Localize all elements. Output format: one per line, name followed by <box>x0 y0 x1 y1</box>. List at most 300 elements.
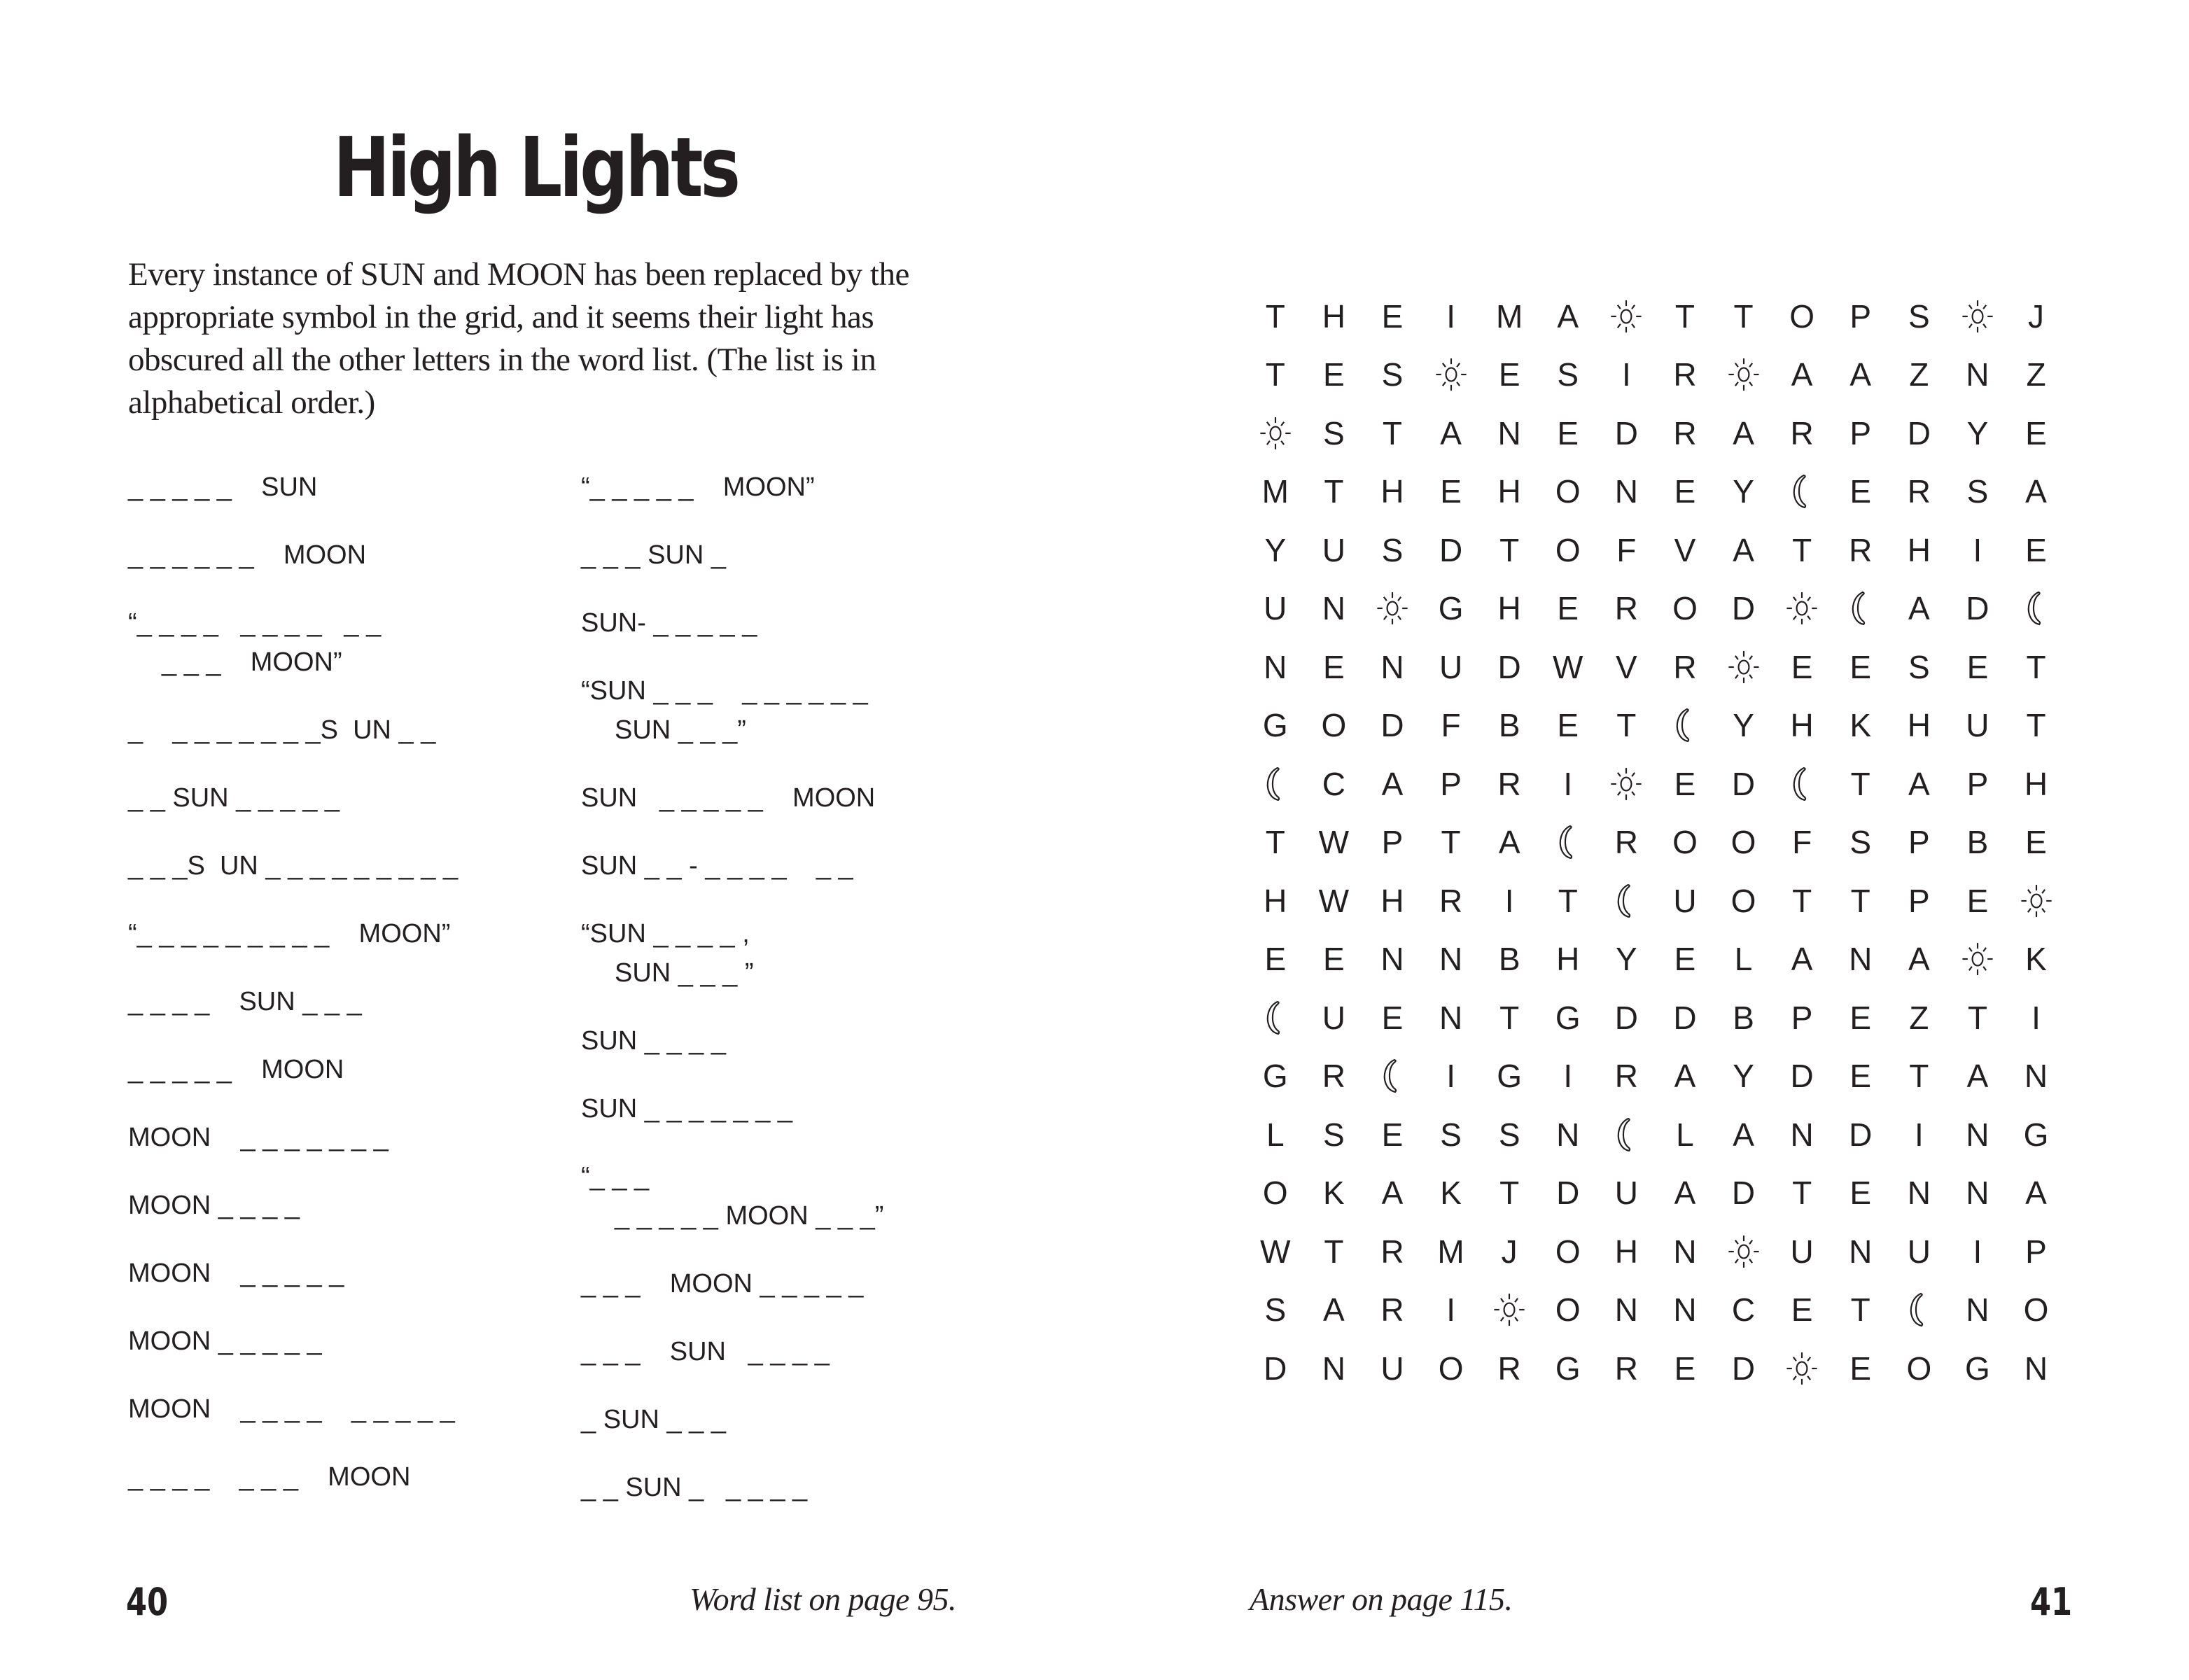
grid-letter: T <box>1265 824 1285 861</box>
grid-letter: D <box>1439 531 1463 568</box>
moon-icon <box>1363 1047 1422 1106</box>
entry-line: SUN _ _ _ _ _ MOON <box>581 783 876 813</box>
grid-letter: H <box>1614 1233 1638 1270</box>
grid-letter: Y <box>1966 414 1989 451</box>
grid-letter: S <box>1557 356 1579 393</box>
grid-letter: G <box>1262 1058 1288 1095</box>
grid-letter: U <box>1790 1233 1814 1270</box>
grid-letter: I <box>1563 765 1573 802</box>
left-page <box>0 0 1094 1680</box>
grid-letter: I <box>1914 1116 1924 1153</box>
entry-line: _ _ _ _ _ _ _ _S UN _ _ <box>128 715 436 745</box>
grid-letter: O <box>1672 824 1698 861</box>
grid-letter: E <box>1849 1058 1872 1095</box>
entry-line: SUN _ _ _ _ _ _ _ <box>581 1094 793 1124</box>
grid-letter: R <box>1497 1350 1521 1387</box>
grid-letter: U <box>1264 590 1287 627</box>
moon-icon <box>1246 988 1305 1047</box>
grid-letter: U <box>1380 1350 1404 1387</box>
grid-letter: A <box>1733 531 1754 568</box>
entry-line: _ _ _ _ _ MOON <box>128 1055 344 1084</box>
sun-icon <box>1714 1222 1773 1281</box>
grid-letter: R <box>1790 414 1814 451</box>
grid-letter: I <box>1504 882 1514 919</box>
grid-letter: V <box>1616 648 1637 685</box>
grid-letter: K <box>1849 707 1872 744</box>
grid-letter: H <box>1380 473 1404 510</box>
grid-letter: O <box>1789 298 1815 335</box>
grid-letter: N <box>1966 1175 1989 1212</box>
grid-letter: O <box>1262 1175 1288 1212</box>
grid-letter: J <box>1501 1233 1518 1270</box>
grid-letter: A <box>1733 414 1754 451</box>
grid-letter: H <box>1556 941 1580 978</box>
entry-line: SUN- _ _ _ _ _ <box>581 608 757 638</box>
grid-letter: T <box>1674 298 1695 335</box>
grid-letter: P <box>1849 414 1872 451</box>
grid-letter: D <box>1790 1058 1814 1095</box>
grid-letter: T <box>1967 999 1987 1036</box>
grid-letter: N <box>1849 1233 1873 1270</box>
grid-letter: H <box>1790 707 1814 744</box>
entry-line: MOON _ _ _ _ _ <box>128 1259 344 1288</box>
grid-letter: P <box>1908 824 1930 861</box>
word-list-entry <box>581 846 973 886</box>
entry-line: _ _ _ _ _ _ MOON <box>128 540 367 570</box>
grid-letter: U <box>1614 1175 1638 1212</box>
entry-line: _ _ _ MOON _ _ _ _ _ <box>581 1269 864 1298</box>
grid-letter: G <box>2023 1116 2049 1153</box>
grid-letter: H <box>1264 882 1287 919</box>
word-list-entry <box>128 1390 576 1429</box>
grid-letter: E <box>1323 648 1345 685</box>
word-list-entry <box>128 914 576 953</box>
sun-icon <box>1948 287 2007 346</box>
grid-letter: L <box>1734 941 1753 978</box>
grid-letter: E <box>1849 473 1872 510</box>
grid-letter: S <box>1323 1116 1345 1153</box>
word-list-right-column <box>581 468 973 1536</box>
grid-letter: D <box>1731 765 1756 802</box>
word-list-entry <box>128 468 576 507</box>
moon-icon <box>1890 1281 1949 1340</box>
word-list-entry <box>581 1157 973 1236</box>
grid-letter: A <box>2025 473 2047 510</box>
grid-letter: O <box>1730 824 1756 861</box>
grid-letter: B <box>1498 707 1520 744</box>
grid-letter: E <box>1674 941 1696 978</box>
moon-icon <box>1539 813 1597 872</box>
grid-letter: C <box>1731 1292 1756 1329</box>
grid-letter: N <box>1907 1175 1931 1212</box>
grid-letter: A <box>1733 1116 1754 1153</box>
grid-letter: T <box>1265 356 1285 393</box>
grid-letter: E <box>1323 941 1345 978</box>
entry-line: _ _ _ SUN _ _ _ _ <box>581 1337 830 1366</box>
word-list-entry <box>581 671 973 750</box>
grid-letter: D <box>1264 1350 1287 1387</box>
grid-letter: B <box>1966 824 1989 861</box>
grid-letter: E <box>1849 1350 1872 1387</box>
moon-icon <box>1246 755 1305 813</box>
entry-line-continued: SUN _ _ _ ” <box>615 958 754 988</box>
grid-letter: E <box>2025 824 2047 861</box>
grid-letter: Y <box>1616 941 1637 978</box>
grid-letter: O <box>1555 531 1581 568</box>
word-list-entry <box>128 710 576 750</box>
grid-letter: T <box>1499 531 1520 568</box>
entry-line: _ _ _ _ SUN _ _ _ <box>128 987 362 1016</box>
entry-line-continued: SUN _ _ _” <box>615 715 746 745</box>
entry-line-continued: _ _ _ _ _ MOON _ _ _” <box>615 1201 884 1231</box>
grid-letter: E <box>1674 473 1696 510</box>
grid-letter: A <box>1323 1292 1345 1329</box>
grid-letter: B <box>1733 999 1754 1036</box>
grid-letter: N <box>1614 1292 1638 1329</box>
entry-line: MOON _ _ _ _ <box>128 1191 300 1220</box>
grid-letter: A <box>1791 941 1813 978</box>
grid-letter: G <box>1965 1350 1990 1387</box>
grid-letter: R <box>1614 590 1638 627</box>
grid-letter: E <box>1557 590 1579 627</box>
grid-letter: N <box>1556 1116 1580 1153</box>
grid-letter: A <box>1908 590 1930 627</box>
grid-letter: T <box>1265 298 1285 335</box>
grid-letter: E <box>2025 531 2047 568</box>
entry-line: _ _ _S UN _ _ _ _ _ _ _ _ _ <box>128 851 459 881</box>
sun-icon <box>1772 1339 1831 1398</box>
grid-letter: U <box>1966 707 1989 744</box>
sun-icon <box>1597 287 1656 346</box>
grid-letter: N <box>1673 1292 1697 1329</box>
grid-letter: Z <box>2026 356 2046 393</box>
word-list-entry <box>128 1254 576 1293</box>
grid-letter: T <box>1792 882 1812 919</box>
page-number: 41 <box>2030 1580 2073 1624</box>
entry-line: “_ _ _ _ _ _ _ _ _ MOON” <box>128 919 451 948</box>
moon-icon <box>1597 872 1656 930</box>
grid-letter: G <box>1497 1058 1523 1095</box>
grid-letter: T <box>1733 298 1754 335</box>
grid-letter: A <box>1966 1058 1989 1095</box>
answer-reference: Answer on page 115. <box>1250 1581 1513 1617</box>
sun-icon <box>1597 755 1656 813</box>
page-title: High Lights <box>333 119 738 216</box>
grid-letter: E <box>1557 414 1579 451</box>
grid-letter: A <box>1849 356 1872 393</box>
grid-letter: S <box>1381 356 1404 393</box>
grid-letter: T <box>1382 414 1403 451</box>
grid-letter: J <box>2028 298 2045 335</box>
grid-letter: E <box>1791 1292 1813 1329</box>
word-list-entry <box>581 1400 973 1439</box>
grid-letter: T <box>1324 473 1344 510</box>
grid-letter: B <box>1498 941 1520 978</box>
grid-letter: S <box>1966 473 1989 510</box>
moon-icon <box>1831 580 1890 638</box>
word-list-reference: Word list on page 95. <box>690 1581 956 1617</box>
entry-line: MOON _ _ _ _ _ _ _ <box>128 1123 389 1152</box>
page-number: 40 <box>126 1580 169 1624</box>
moon-icon <box>2007 580 2066 638</box>
word-list-entry <box>128 1457 576 1497</box>
grid-letter: R <box>1849 531 1873 568</box>
grid-letter: E <box>1557 707 1579 744</box>
grid-letter: N <box>1264 648 1287 685</box>
grid-letter: T <box>1792 531 1812 568</box>
grid-letter: V <box>1674 531 1696 568</box>
grid-letter: N <box>1439 999 1463 1036</box>
grid-letter: D <box>1966 590 1989 627</box>
entry-line: MOON _ _ _ _ _ <box>128 1326 322 1356</box>
grid-letter: U <box>1322 531 1345 568</box>
entry-line: “SUN _ _ _ _ , <box>581 919 750 948</box>
grid-letter: A <box>1440 414 1462 451</box>
grid-letter: E <box>1264 941 1287 978</box>
grid-letter: M <box>1496 298 1523 335</box>
word-list-entry <box>128 778 576 818</box>
entry-line-continued: _ _ _ MOON” <box>162 648 342 677</box>
word-list-entry <box>128 603 576 682</box>
sun-icon <box>1714 638 1773 696</box>
grid-letter: P <box>1849 298 1872 335</box>
entry-line: “_ _ _ _ _ _ _ _ _ _ <box>128 608 382 638</box>
moon-icon <box>1597 1105 1656 1164</box>
grid-letter: G <box>1555 999 1581 1036</box>
sun-icon <box>1363 580 1422 638</box>
word-list-entry <box>581 1264 973 1303</box>
grid-letter: E <box>1849 648 1872 685</box>
grid-letter: P <box>1791 999 1813 1036</box>
grid-letter: E <box>1381 999 1404 1036</box>
entry-line: MOON _ _ _ _ _ _ _ _ _ <box>128 1394 455 1424</box>
grid-letter: T <box>1850 1292 1870 1329</box>
sun-icon <box>1422 346 1481 405</box>
grid-letter: M <box>1261 473 1289 510</box>
moon-icon <box>1772 463 1831 522</box>
grid-letter: E <box>1381 298 1404 335</box>
grid-letter: P <box>1966 765 1989 802</box>
grid-letter: I <box>1973 531 1982 568</box>
grid-letter: R <box>1439 882 1463 919</box>
grid-letter: R <box>1907 473 1931 510</box>
word-list-entry <box>581 1332 973 1371</box>
grid-letter: R <box>1673 356 1697 393</box>
grid-letter: N <box>1322 1350 1345 1387</box>
word-list-entry <box>581 603 973 643</box>
entry-line: “_ _ _ <box>581 1162 650 1191</box>
grid-letter: H <box>1907 707 1931 744</box>
grid-letter: A <box>1908 765 1930 802</box>
grid-letter: A <box>1381 765 1404 802</box>
grid-letter: P <box>1440 765 1462 802</box>
grid-letter: W <box>1553 648 1583 685</box>
grid-letter: D <box>1380 707 1404 744</box>
grid-letter: S <box>1849 824 1872 861</box>
grid-letter: K <box>2025 941 2047 978</box>
grid-letter: E <box>1498 356 1520 393</box>
entry-line: “SUN _ _ _ _ _ _ _ _ _ <box>581 676 868 706</box>
grid-letter: E <box>1674 765 1696 802</box>
grid-letter: T <box>1850 882 1870 919</box>
grid-letter: T <box>1850 765 1870 802</box>
grid-letter: D <box>1849 1116 1873 1153</box>
grid-letter: S <box>1908 298 1930 335</box>
grid-letter: E <box>1966 882 1989 919</box>
entry-line: SUN _ _ - _ _ _ _ _ _ <box>581 851 853 881</box>
grid-letter: I <box>1446 298 1455 335</box>
grid-letter: D <box>1907 414 1931 451</box>
grid-letter: N <box>1966 1292 1989 1329</box>
grid-letter: S <box>1381 531 1404 568</box>
grid-letter: G <box>1555 1350 1581 1387</box>
grid-letter: M <box>1437 1233 1464 1270</box>
grid-letter: S <box>1323 414 1345 451</box>
grid-letter: P <box>2025 1233 2047 1270</box>
word-list-entry <box>128 846 576 886</box>
grid-letter: H <box>1380 882 1404 919</box>
entry-line: _ _ SUN _ _ _ _ _ <box>581 1473 808 1502</box>
grid-letter: L <box>1266 1116 1285 1153</box>
entry-line: _ SUN _ _ _ <box>581 1405 726 1434</box>
grid-letter: O <box>1730 882 1756 919</box>
word-list-entry <box>581 1021 973 1060</box>
grid-letter: W <box>1260 1233 1291 1270</box>
grid-letter: D <box>1614 999 1638 1036</box>
grid-letter: R <box>1322 1058 1345 1095</box>
grid-letter: O <box>2023 1292 2049 1329</box>
grid-letter: H <box>2024 765 2048 802</box>
grid-letter: G <box>1438 590 1464 627</box>
grid-letter: I <box>1621 356 1631 393</box>
grid-letter: F <box>1441 707 1461 744</box>
grid-letter: Y <box>1264 531 1287 568</box>
grid-letter: O <box>1555 1292 1581 1329</box>
word-list-left-column <box>128 468 576 1525</box>
grid-letter: R <box>1673 414 1697 451</box>
grid-letter: E <box>1440 473 1462 510</box>
grid-letter: R <box>1614 1058 1638 1095</box>
grid-letter: T <box>1499 999 1520 1036</box>
grid-letter: F <box>1616 531 1637 568</box>
word-search-grid <box>1246 287 2065 1398</box>
grid-letter: H <box>1322 298 1345 335</box>
grid-letter: T <box>1792 1175 1812 1212</box>
grid-letter: R <box>1380 1233 1404 1270</box>
grid-letter: N <box>1497 414 1521 451</box>
grid-letter: E <box>2025 414 2047 451</box>
word-list-entry <box>581 1468 973 1507</box>
grid-letter: D <box>1731 1175 1756 1212</box>
grid-letter: W <box>1318 882 1350 919</box>
entry-line: _ _ _ _ _ _ _ MOON <box>128 1462 411 1492</box>
grid-letter: O <box>1555 473 1581 510</box>
grid-letter: A <box>1674 1175 1696 1212</box>
grid-letter: I <box>1563 1058 1573 1095</box>
grid-letter: C <box>1322 765 1345 802</box>
grid-letter: K <box>1440 1175 1462 1212</box>
word-list-entry <box>581 1089 973 1128</box>
grid-letter: O <box>1906 1350 1932 1387</box>
grid-letter: S <box>1498 1116 1520 1153</box>
moon-icon <box>1772 755 1831 813</box>
grid-letter: D <box>1731 590 1756 627</box>
grid-letter: S <box>1264 1292 1287 1329</box>
grid-letter: A <box>1908 941 1930 978</box>
grid-letter: O <box>1672 590 1698 627</box>
grid-letter: A <box>1674 1058 1696 1095</box>
grid-letter: N <box>1614 473 1638 510</box>
moon-icon <box>1656 696 1714 755</box>
grid-letter: A <box>1557 298 1579 335</box>
entry-line: _ _ SUN _ _ _ _ _ <box>128 783 340 813</box>
grid-letter: I <box>1446 1058 1455 1095</box>
grid-letter: N <box>2024 1058 2048 1095</box>
grid-letter: N <box>1380 648 1404 685</box>
grid-letter: I <box>1973 1233 1982 1270</box>
word-list-entry <box>581 914 973 993</box>
grid-letter: Y <box>1733 473 1754 510</box>
word-list-entry <box>128 536 576 575</box>
grid-letter: T <box>1499 1175 1520 1212</box>
sun-icon <box>2007 872 2066 930</box>
grid-letter: O <box>1321 707 1347 744</box>
grid-letter: T <box>1558 882 1578 919</box>
sun-icon <box>1948 930 2007 989</box>
sun-icon <box>1714 346 1773 405</box>
entry-line: _ _ _ _ _ SUN <box>128 472 318 502</box>
word-list-entry <box>581 468 973 507</box>
grid-letter: E <box>1849 999 1872 1036</box>
grid-letter: H <box>1907 531 1931 568</box>
grid-letter: O <box>1438 1350 1464 1387</box>
grid-letter: F <box>1792 824 1812 861</box>
grid-letter: E <box>1966 648 1989 685</box>
grid-letter: T <box>1324 1233 1344 1270</box>
grid-letter: D <box>1673 999 1697 1036</box>
word-list-entry <box>128 982 576 1021</box>
sun-icon <box>1246 404 1305 463</box>
word-list-entry <box>128 1322 576 1361</box>
grid-letter: D <box>1614 414 1638 451</box>
grid-letter: W <box>1318 824 1350 861</box>
grid-letter: N <box>1966 1116 1989 1153</box>
sun-icon <box>1480 1281 1539 1340</box>
grid-letter: E <box>1791 648 1813 685</box>
grid-letter: S <box>1908 648 1930 685</box>
grid-letter: H <box>1497 473 1521 510</box>
grid-letter: T <box>2026 707 2046 744</box>
grid-letter: E <box>1381 1116 1404 1153</box>
grid-letter: L <box>1676 1116 1694 1153</box>
entry-line: SUN _ _ _ _ <box>581 1026 726 1056</box>
grid-letter: T <box>1441 824 1461 861</box>
grid-letter: P <box>1908 882 1930 919</box>
sun-icon <box>1772 580 1831 638</box>
grid-letter: R <box>1673 648 1697 685</box>
grid-letter: U <box>1439 648 1463 685</box>
grid-letter: N <box>1790 1116 1814 1153</box>
grid-letter: E <box>1323 356 1345 393</box>
grid-letter: H <box>1497 590 1521 627</box>
grid-letter: I <box>1446 1292 1455 1329</box>
grid-letter: U <box>1673 882 1697 919</box>
grid-letter: U <box>1322 999 1345 1036</box>
word-list-entry <box>581 536 973 575</box>
grid-letter: G <box>1262 707 1288 744</box>
grid-letter: S <box>1440 1116 1462 1153</box>
grid-letter: N <box>1380 941 1404 978</box>
